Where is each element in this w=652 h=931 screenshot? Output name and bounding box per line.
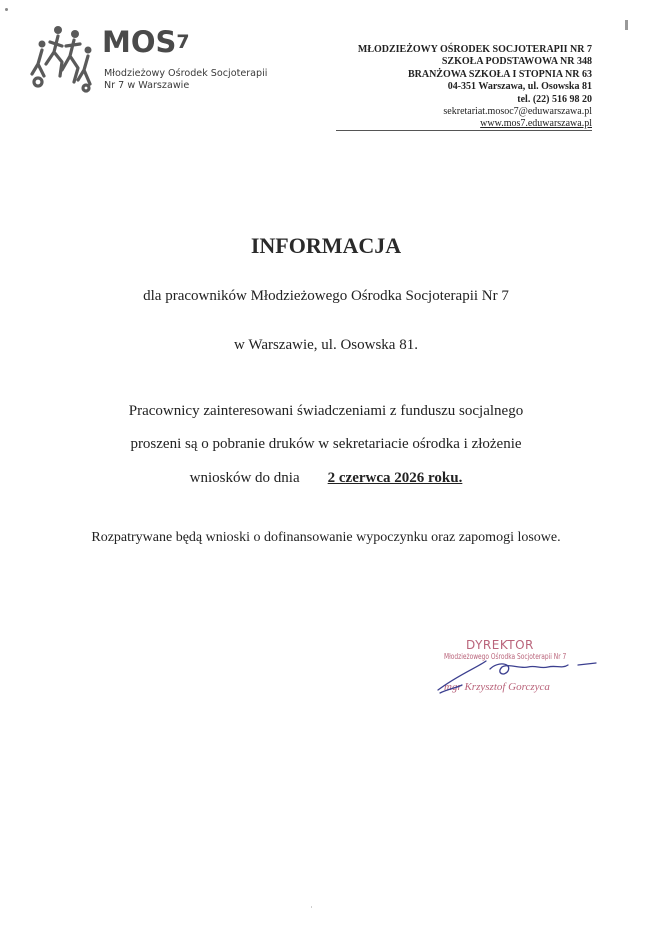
scan-mark — [625, 20, 628, 30]
school-logo — [28, 22, 268, 102]
logo-subtitle — [104, 68, 267, 92]
deadline-prefix: wniosków do dnia — [189, 470, 300, 486]
deadline-date: 2 czerwca 2026 roku. — [327, 470, 463, 486]
header-website-link[interactable]: www.mos7.eduwarszawa.pl — [480, 118, 592, 130]
body-line-considered: Rozpatrywane będą wnioski o dofinansowanie wypoczynku oraz zapomogi losowe. — [91, 530, 561, 545]
figures-logo-icon — [28, 24, 100, 96]
header-institution-name: MŁODZIEŻOWY OŚRODEK SOCJOTERAPII NR 7 — [357, 44, 592, 55]
scan-speck — [5, 8, 8, 11]
body-line-employees: Pracownicy zainteresowani świadczeniami z funduszu socjalnego — [128, 403, 524, 419]
header-phone: tel. (22) 516 98 20 — [517, 93, 592, 105]
body-line-deadline — [0, 470, 652, 487]
stamp-director-name: mgr Krzysztof Gorczyca — [444, 681, 550, 693]
header-divider — [336, 130, 592, 131]
logo-subtitle-line2: Nr 7 w Warszawie — [104, 80, 190, 91]
header-primary-school: SZKOŁA PODSTAWOWA NR 348 — [441, 56, 592, 68]
scan-artifact: ʾ — [310, 905, 313, 915]
stamp-organization: Młodzieżowego Ośrodka Socjoterapii Nr 7 — [444, 652, 567, 661]
body-line-forms: proszeni są o pobranie druków w sekretariacie ośrodka i złożenie — [130, 436, 522, 452]
handwritten-signature — [428, 655, 628, 705]
header-address: 04-351 Warszawa, ul. Osowska 81 — [447, 81, 592, 93]
body-line-address: w Warszawie, ul. Osowska 81. — [234, 337, 418, 353]
document-title: INFORMACJA — [250, 233, 402, 258]
logo-title: MOS$^7$ — [102, 25, 190, 59]
director-stamp — [428, 635, 628, 700]
body-line-audience: dla pracowników Młodzieżowego Ośrodka Socjoterapii Nr 7 — [143, 288, 509, 304]
header-email-link[interactable]: sekretariat.mosoc7@eduwarszawa.pl — [443, 106, 592, 118]
header-vocational-school: BRANŻOWA SZKOŁA I STOPNIA NR 63 — [407, 68, 592, 80]
institution-header — [358, 44, 592, 131]
logo-subtitle-line1: Młodzieżowy Ośrodek Socjoterapii — [104, 68, 268, 79]
stamp-title: DYREKTOR — [466, 638, 534, 652]
